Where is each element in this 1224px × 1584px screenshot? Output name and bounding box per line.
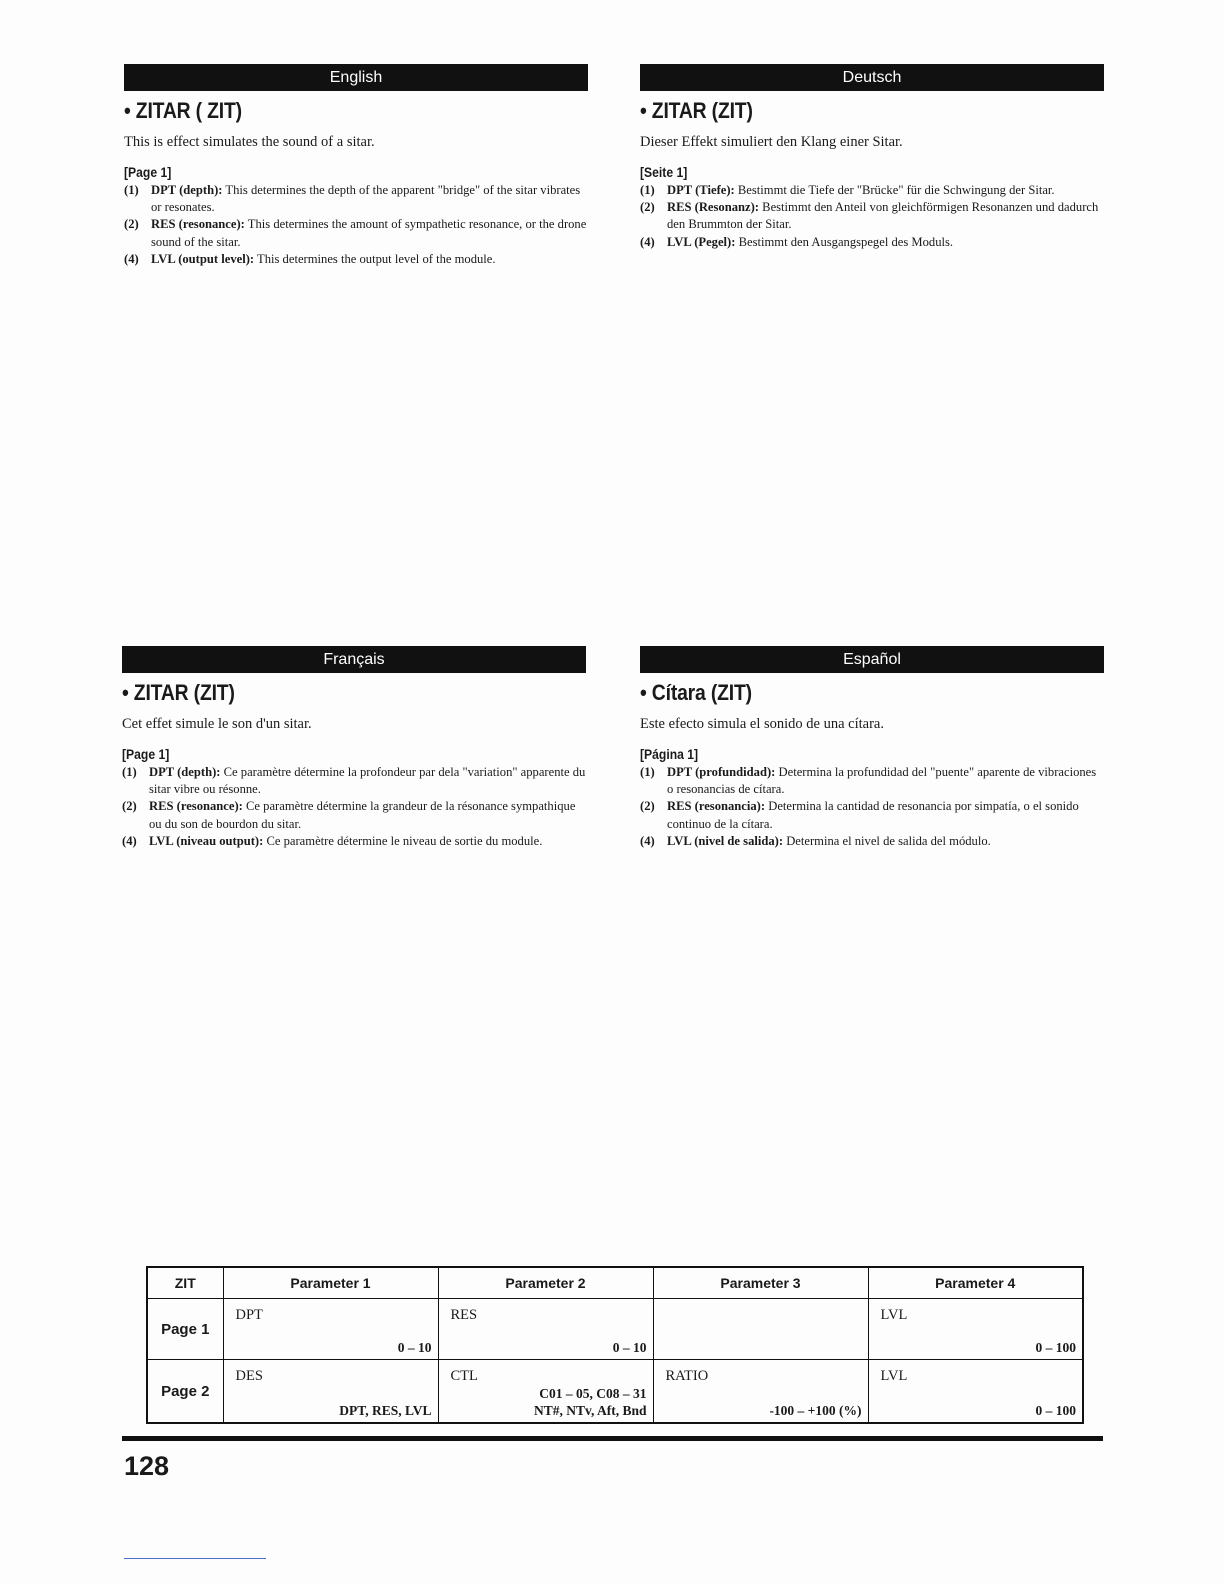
param-key: RES (Resonanz): [667,200,760,215]
param-key: RES (resonance): [149,799,243,814]
param-item [640,234,1104,251]
param-text: Determina la cantidad de resonancia por simpatía, o el sonido continuo de la cítara. [667,799,1079,831]
param-key: LVL (output level): [151,251,255,266]
row-label: Page 2 [147,1360,223,1424]
page-label-espanol: [Página 1] [640,747,699,762]
param-text: Bestimmt die Tiefe der "Brücke" für die Schwingung der Sitar. [734,183,1055,197]
table-cell [653,1299,868,1360]
param-name: LVL [880,1307,908,1323]
table-header: Parameter 4 [868,1267,1083,1299]
param-number: (2) [640,799,655,814]
intro-english: This is effect simulates the sound of a sitar. [124,134,375,150]
param-range: 0 – 10 [612,1340,647,1355]
language-bar-deutsch: Deutsch [640,64,1104,91]
param-item [640,798,1104,832]
param-key: RES (resonance): [151,217,245,232]
table-cell [223,1299,438,1360]
table-cell [438,1360,653,1424]
table-header-row [147,1267,1083,1299]
param-range: DPT, RES, LVL [339,1403,432,1418]
table-header: Parameter 1 [223,1267,438,1299]
intro-deutsch: Dieser Effekt simuliert den Klang einer Sitar. [640,134,903,150]
language-bar-espanol: Español [640,646,1104,673]
param-number: (4) [124,251,139,266]
footer-link-line [124,1558,266,1559]
section-francais [122,646,586,850]
table-header: Parameter 2 [438,1267,653,1299]
parameter-table [146,1266,1084,1424]
table-cell [653,1360,868,1424]
param-item [122,764,586,798]
table-cell [223,1360,438,1424]
page-label-english: [Page 1] [124,165,172,180]
param-number: (2) [124,217,139,232]
param-key: DPT (depth): [149,765,221,779]
param-number: (4) [640,833,655,848]
param-name: LVL [880,1368,908,1384]
effect-title-deutsch: • ZITAR (ZIT) [640,98,753,123]
param-key: DPT (Tiefe): [667,183,735,197]
param-name: DPT [235,1307,263,1323]
param-text: This determines the amount of sympathetic resonance, or the drone sound of the sitar. [151,217,587,249]
param-key: DPT (depth): [151,183,223,197]
param-key: LVL (Pegel): [667,234,736,249]
section-deutsch [640,64,1104,251]
param-range: -100 – +100 (%) [769,1403,862,1418]
param-range: 0 – 100 [1035,1403,1076,1418]
section-espanol [640,646,1104,850]
intro-espanol: Este efecto simula el sonido de una cítara. [640,716,884,732]
param-number: (1) [640,183,655,197]
param-key: RES (resonancia): [667,799,766,814]
param-name: RATIO [665,1368,709,1384]
section-english [124,64,588,268]
effect-title-espanol: • Cítara (ZIT) [640,680,752,705]
effect-title-english: • ZITAR ( ZIT) [124,98,242,123]
footer-rule [122,1436,1103,1441]
param-key: DPT (profundidad): [667,765,776,779]
param-text: Bestimmt den Anteil von gleichförmigen Resonanzen und dadurch den Brummton der Sitar. [667,200,1099,232]
param-number: (1) [122,765,137,779]
param-number: (2) [640,200,655,215]
param-key: LVL (niveau output): [149,833,264,848]
param-key: LVL (nivel de salida): [667,833,784,848]
table-header: Parameter 3 [653,1267,868,1299]
param-text: Ce paramètre détermine la profondeur par dela "variation" apparente du sitar vibre ou résonne. [149,765,586,797]
param-text: Determina la profundidad del "puente" aparente de vibraciones o resonancias de cítara. [667,765,1097,797]
param-item [124,251,588,268]
param-item [640,833,1104,850]
table-row [147,1360,1083,1424]
param-name: RES [450,1307,478,1323]
param-range: 0 – 10 [397,1340,432,1355]
language-bar-english: English [124,64,588,91]
page-label-francais: [Page 1] [122,747,170,762]
param-number: (1) [124,183,139,197]
param-item [124,182,588,216]
param-item [640,764,1104,798]
param-text: Ce paramètre détermine le niveau de sortie du module. [263,833,543,848]
table-row [147,1299,1083,1360]
param-item [640,182,1104,199]
param-name: CTL [450,1368,478,1384]
param-text: Bestimmt den Ausgangspegel des Moduls. [735,234,954,249]
row-label: Page 1 [147,1299,223,1360]
param-number: (4) [122,833,137,848]
page-number: 128 [124,1451,170,1481]
param-item [640,199,1104,233]
page-label-deutsch: [Seite 1] [640,165,688,180]
param-text: Determina el nivel de salida del módulo. [783,833,991,848]
param-number: (1) [640,765,655,779]
param-name: DES [235,1368,263,1384]
param-item [124,216,588,250]
param-text: This determines the output level of the module. [254,251,496,266]
param-number: (4) [640,234,655,249]
param-text: This determines the depth of the apparent "bridge" of the sitar vibrates or resonates. [151,183,581,215]
intro-francais: Cet effet simule le son d'un sitar. [122,716,312,732]
table-header: ZIT [147,1267,223,1299]
table-cell [868,1299,1083,1360]
table-cell [868,1360,1083,1424]
param-item [122,798,586,832]
param-number: (2) [122,799,137,814]
param-range: C01 – 05, C08 – 31 NT#, NTv, Aft, Bnd [533,1386,647,1418]
param-text: Ce paramètre détermine la grandeur de la résonance sympathique ou du son de bourdon du sitar. [149,799,576,831]
table-cell [438,1299,653,1360]
param-item [122,833,586,850]
effect-title-francais: • ZITAR (ZIT) [122,680,235,705]
param-range: 0 – 100 [1035,1340,1076,1355]
language-bar-francais: Français [122,646,586,673]
